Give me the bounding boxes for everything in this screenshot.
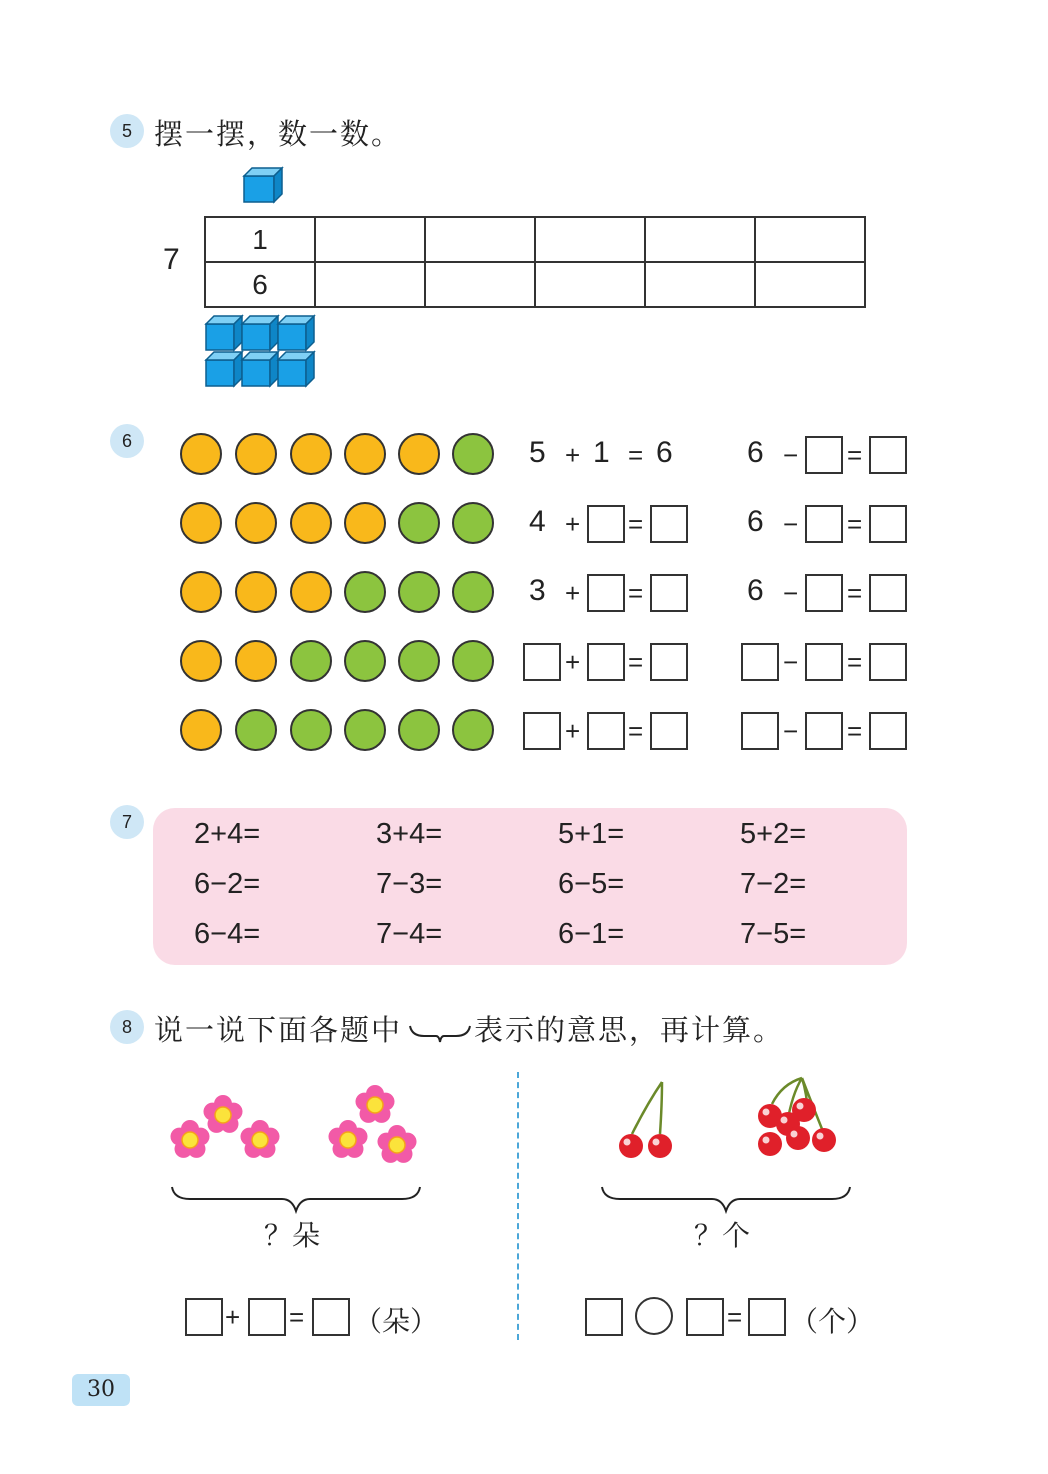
orange-dot bbox=[398, 433, 440, 475]
table-cell[interactable] bbox=[535, 217, 645, 262]
minus-sign: − bbox=[783, 509, 799, 539]
table-row-top bbox=[205, 217, 865, 262]
answer-box[interactable] bbox=[741, 712, 779, 750]
minus-sign: − bbox=[783, 647, 799, 677]
equation-number: 6 bbox=[747, 574, 764, 607]
calculation-item: 6−2= bbox=[194, 868, 261, 900]
orange-dot bbox=[290, 571, 332, 613]
calculation-item: 7−3= bbox=[376, 868, 443, 900]
cube-group-six bbox=[204, 314, 320, 390]
orange-dot bbox=[180, 571, 222, 613]
orange-dot bbox=[180, 709, 222, 751]
answer-box[interactable] bbox=[587, 574, 625, 612]
green-dot bbox=[452, 433, 494, 475]
left-brace bbox=[170, 1185, 422, 1215]
answer-box[interactable] bbox=[523, 643, 561, 681]
calculation-item: 6−1= bbox=[558, 918, 625, 950]
calculation-item: 5+2= bbox=[740, 818, 807, 850]
decomposition-table bbox=[204, 216, 866, 308]
table-cell[interactable] bbox=[755, 217, 865, 262]
calculation-item: 5+1= bbox=[558, 818, 625, 850]
equals-sign: = bbox=[847, 509, 863, 539]
table-cell[interactable] bbox=[315, 262, 425, 307]
orange-dot bbox=[235, 571, 277, 613]
orange-dot bbox=[235, 502, 277, 544]
calculation-item: 3+4= bbox=[376, 818, 443, 850]
equals-sign: = bbox=[628, 716, 644, 746]
cube-single bbox=[242, 166, 286, 204]
equation-number: 6 bbox=[747, 436, 764, 469]
green-dot bbox=[452, 571, 494, 613]
green-dot bbox=[290, 640, 332, 682]
answer-box[interactable] bbox=[869, 643, 907, 681]
equation-number: 6 bbox=[656, 436, 673, 469]
minus-sign: − bbox=[783, 716, 799, 746]
calculation-item: 2+4= bbox=[194, 818, 261, 850]
plus-sign: + bbox=[565, 509, 581, 539]
answer-box[interactable] bbox=[805, 643, 843, 681]
green-dot bbox=[344, 709, 386, 751]
page-number: 30 bbox=[72, 1374, 130, 1406]
orange-dot bbox=[290, 433, 332, 475]
plus-sign: + bbox=[565, 716, 581, 746]
equals-sign: = bbox=[847, 716, 863, 746]
orange-dot bbox=[235, 640, 277, 682]
orange-dot bbox=[180, 433, 222, 475]
green-dot bbox=[452, 640, 494, 682]
total-number: 7 bbox=[163, 243, 180, 276]
orange-dot bbox=[344, 502, 386, 544]
table-cell[interactable] bbox=[425, 262, 535, 307]
equation-number: 3 bbox=[529, 574, 546, 607]
answer-box[interactable] bbox=[650, 505, 688, 543]
question-8-title-part2: 表示的意思，再计算。 bbox=[474, 1013, 785, 1047]
answer-box[interactable] bbox=[869, 436, 907, 474]
answer-box[interactable] bbox=[312, 1298, 350, 1336]
operator-circle[interactable] bbox=[635, 1297, 673, 1335]
answer-box[interactable] bbox=[869, 712, 907, 750]
green-dot bbox=[398, 502, 440, 544]
orange-dot bbox=[180, 502, 222, 544]
question-number-7: 7 bbox=[110, 805, 144, 839]
answer-box[interactable] bbox=[650, 643, 688, 681]
equals-sign: = bbox=[628, 647, 644, 677]
dashed-divider bbox=[517, 1072, 519, 1340]
equals-sign: = bbox=[289, 1302, 305, 1332]
answer-box[interactable] bbox=[650, 574, 688, 612]
brace-symbol-icon bbox=[408, 1018, 472, 1046]
answer-box[interactable] bbox=[686, 1298, 724, 1336]
calculation-item: 6−4= bbox=[194, 918, 261, 950]
orange-dot bbox=[180, 640, 222, 682]
calculation-item: 6−5= bbox=[558, 868, 625, 900]
answer-box[interactable] bbox=[248, 1298, 286, 1336]
equals-sign: = bbox=[727, 1302, 743, 1332]
green-dot bbox=[398, 709, 440, 751]
equation-number: 1 bbox=[593, 436, 610, 469]
table-cell[interactable] bbox=[645, 217, 755, 262]
green-dot bbox=[398, 640, 440, 682]
equals-sign: = bbox=[628, 440, 644, 470]
plus-sign: + bbox=[225, 1302, 241, 1332]
answer-box[interactable] bbox=[748, 1298, 786, 1336]
answer-box[interactable] bbox=[805, 574, 843, 612]
plus-sign: + bbox=[565, 440, 581, 470]
minus-sign: − bbox=[783, 578, 799, 608]
table-cell[interactable] bbox=[535, 262, 645, 307]
green-dot bbox=[398, 571, 440, 613]
orange-dot bbox=[344, 433, 386, 475]
equals-sign: = bbox=[847, 578, 863, 608]
left-question-label: ？朵 bbox=[264, 1219, 321, 1252]
table-row-bottom bbox=[205, 262, 865, 307]
question-5-title: 摆一摆，数一数。 bbox=[154, 117, 403, 151]
right-brace bbox=[600, 1185, 852, 1215]
equals-sign: = bbox=[628, 509, 644, 539]
unit-items: （个） bbox=[790, 1305, 875, 1338]
table-cell: 6 bbox=[205, 262, 315, 307]
question-number-5: 5 bbox=[110, 114, 144, 148]
answer-box[interactable] bbox=[185, 1298, 223, 1336]
flowers-illustration bbox=[165, 1085, 427, 1170]
answer-box[interactable] bbox=[869, 574, 907, 612]
answer-box[interactable] bbox=[805, 436, 843, 474]
green-dot bbox=[452, 502, 494, 544]
orange-dot bbox=[235, 433, 277, 475]
green-dot bbox=[344, 571, 386, 613]
answer-box[interactable] bbox=[587, 712, 625, 750]
answer-box[interactable] bbox=[805, 712, 843, 750]
green-dot bbox=[235, 709, 277, 751]
plus-sign: + bbox=[565, 578, 581, 608]
table-cell[interactable] bbox=[645, 262, 755, 307]
answer-box[interactable] bbox=[869, 505, 907, 543]
equation-number: 4 bbox=[529, 505, 546, 538]
equals-sign: = bbox=[847, 440, 863, 470]
table-cell[interactable] bbox=[755, 262, 865, 307]
cherries-illustration bbox=[612, 1074, 872, 1166]
answer-box[interactable] bbox=[587, 643, 625, 681]
answer-box[interactable] bbox=[805, 505, 843, 543]
answer-box[interactable] bbox=[587, 505, 625, 543]
table-cell[interactable] bbox=[425, 217, 535, 262]
equals-sign: = bbox=[847, 647, 863, 677]
unit-flowers: （朵） bbox=[354, 1305, 439, 1338]
equals-sign: = bbox=[628, 578, 644, 608]
calculation-item: 7−5= bbox=[740, 918, 807, 950]
answer-box[interactable] bbox=[650, 712, 688, 750]
question-number-6: 6 bbox=[110, 424, 144, 458]
orange-dot bbox=[290, 502, 332, 544]
plus-sign: + bbox=[565, 647, 581, 677]
answer-box[interactable] bbox=[523, 712, 561, 750]
green-dot bbox=[452, 709, 494, 751]
table-cell[interactable] bbox=[315, 217, 425, 262]
right-question-label: ？个 bbox=[694, 1219, 751, 1252]
question-8-title-part1: 说一说下面各题中 bbox=[154, 1013, 403, 1047]
answer-box[interactable] bbox=[585, 1298, 623, 1336]
equation-number: 6 bbox=[747, 505, 764, 538]
equation-number: 5 bbox=[529, 436, 546, 469]
calculation-item: 7−4= bbox=[376, 918, 443, 950]
green-dot bbox=[344, 640, 386, 682]
calculation-item: 7−2= bbox=[740, 868, 807, 900]
table-cell: 1 bbox=[205, 217, 315, 262]
answer-box[interactable] bbox=[741, 643, 779, 681]
green-dot bbox=[290, 709, 332, 751]
minus-sign: − bbox=[783, 440, 799, 470]
question-number-8: 8 bbox=[110, 1010, 144, 1044]
